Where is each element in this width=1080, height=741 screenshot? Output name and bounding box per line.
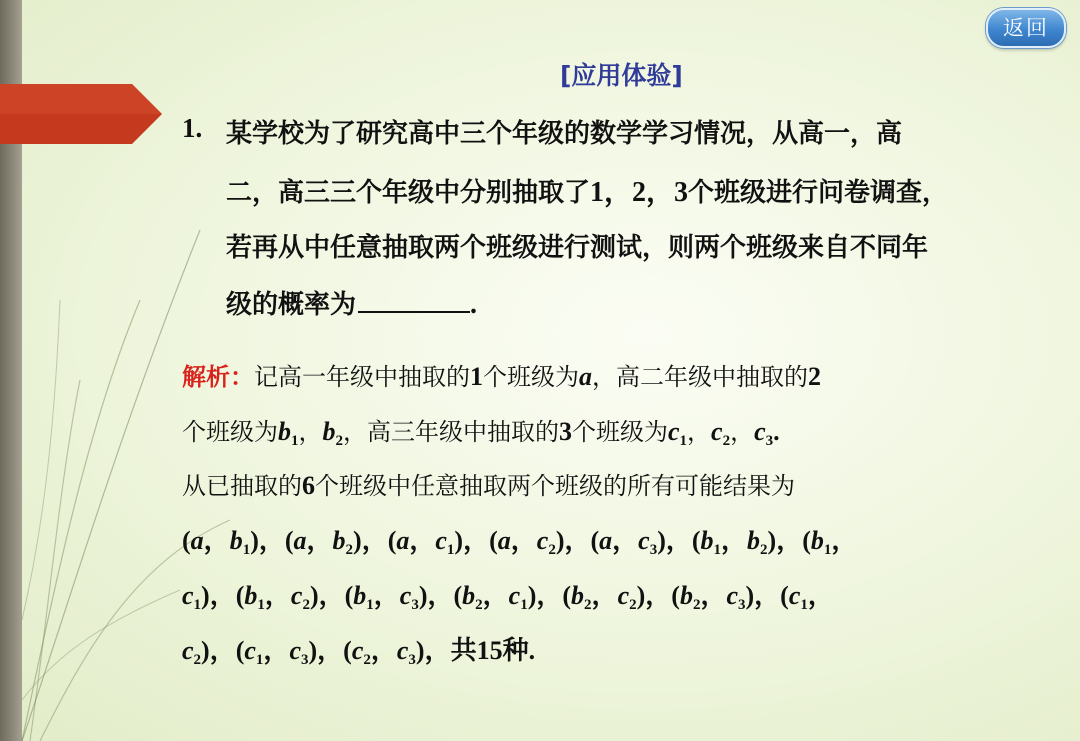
solution-line-3 bbox=[182, 466, 795, 501]
solution-line-2 bbox=[182, 412, 780, 450]
section-title: [应用体验] bbox=[560, 61, 683, 90]
question-numbers: 1，2，3 bbox=[590, 177, 689, 208]
solution-number: 2 bbox=[808, 362, 821, 391]
question-text: 个班级进行问卷调查， bbox=[688, 178, 949, 208]
solution-number: 6 bbox=[302, 471, 315, 500]
solution-text: 个班级为 bbox=[182, 418, 278, 446]
red-arrow-flag bbox=[0, 84, 162, 144]
solution-variable: a bbox=[579, 362, 592, 391]
math-c3: $c_3$ bbox=[754, 417, 774, 449]
solution-line-4: (a，$b_1$)，(a，$b_2$)，(a，$c_1$)，(a，$c_2$)，(a，$c_3$)，($b_1$，$b_2$)，($b_1$， bbox=[182, 526, 858, 558]
solution-text: ， bbox=[730, 418, 755, 446]
answer-blank[interactable] bbox=[358, 285, 470, 313]
math-b2: $b_2$ bbox=[322, 417, 343, 449]
solution-number: 1 bbox=[470, 362, 483, 391]
solution-number: 3 bbox=[559, 417, 572, 446]
question-line-3: 若再从中任意抽取两个班级进行测试，则两个班级来自不同年 bbox=[226, 233, 929, 263]
solution-text: . bbox=[773, 417, 780, 446]
solution-text: 从已抽取的 bbox=[182, 472, 302, 500]
solution-text: 个班级为 bbox=[572, 418, 668, 446]
question-line-2 bbox=[226, 170, 948, 210]
solution-text: 记高一年级中抽取的 bbox=[254, 363, 470, 391]
question-text: 二，高三三个年级中分别抽取了 bbox=[226, 178, 591, 208]
math-c1: $c_1$ bbox=[668, 417, 688, 449]
solution-text: ， bbox=[298, 418, 323, 446]
solution-total: ，共15种. bbox=[424, 636, 536, 665]
question-number: 1. bbox=[182, 113, 203, 143]
back-button[interactable]: 返回 bbox=[986, 8, 1066, 48]
math-b1: $b_1$ bbox=[278, 417, 299, 449]
question-text: 级的概率为 bbox=[226, 290, 357, 320]
math-c2: $c_2$ bbox=[711, 417, 731, 449]
solution-text: ， bbox=[687, 418, 712, 446]
solution-line-1 bbox=[182, 357, 821, 392]
solution-text: ，高二年级中抽取的 bbox=[592, 363, 808, 391]
question-line-4 bbox=[226, 284, 477, 321]
question-period: . bbox=[470, 289, 478, 320]
solution-text: 个班级中任意抽取两个班级的所有可能结果为 bbox=[315, 472, 795, 500]
solution-label: 解析： bbox=[182, 363, 254, 391]
solution-line-5: $c_1$)，($b_1$，$c_2$)，($b_1$，$c_3$)，($b_2$，$c_1$)，($b_2$，$c_2$)，($b_2$，$c_3$)，($c_1$， bbox=[182, 581, 834, 613]
solution-line-6: $c_2$)，($c_1$，$c_3$)，($c_2$，$c_3$)，共15种. bbox=[182, 636, 536, 668]
question-line-1: 某学校为了研究高中三个年级的数学学习情况，从高一，高 bbox=[226, 119, 903, 149]
solution-text: 个班级为 bbox=[483, 363, 579, 391]
solution-text: ，高三年级中抽取的 bbox=[343, 418, 559, 446]
